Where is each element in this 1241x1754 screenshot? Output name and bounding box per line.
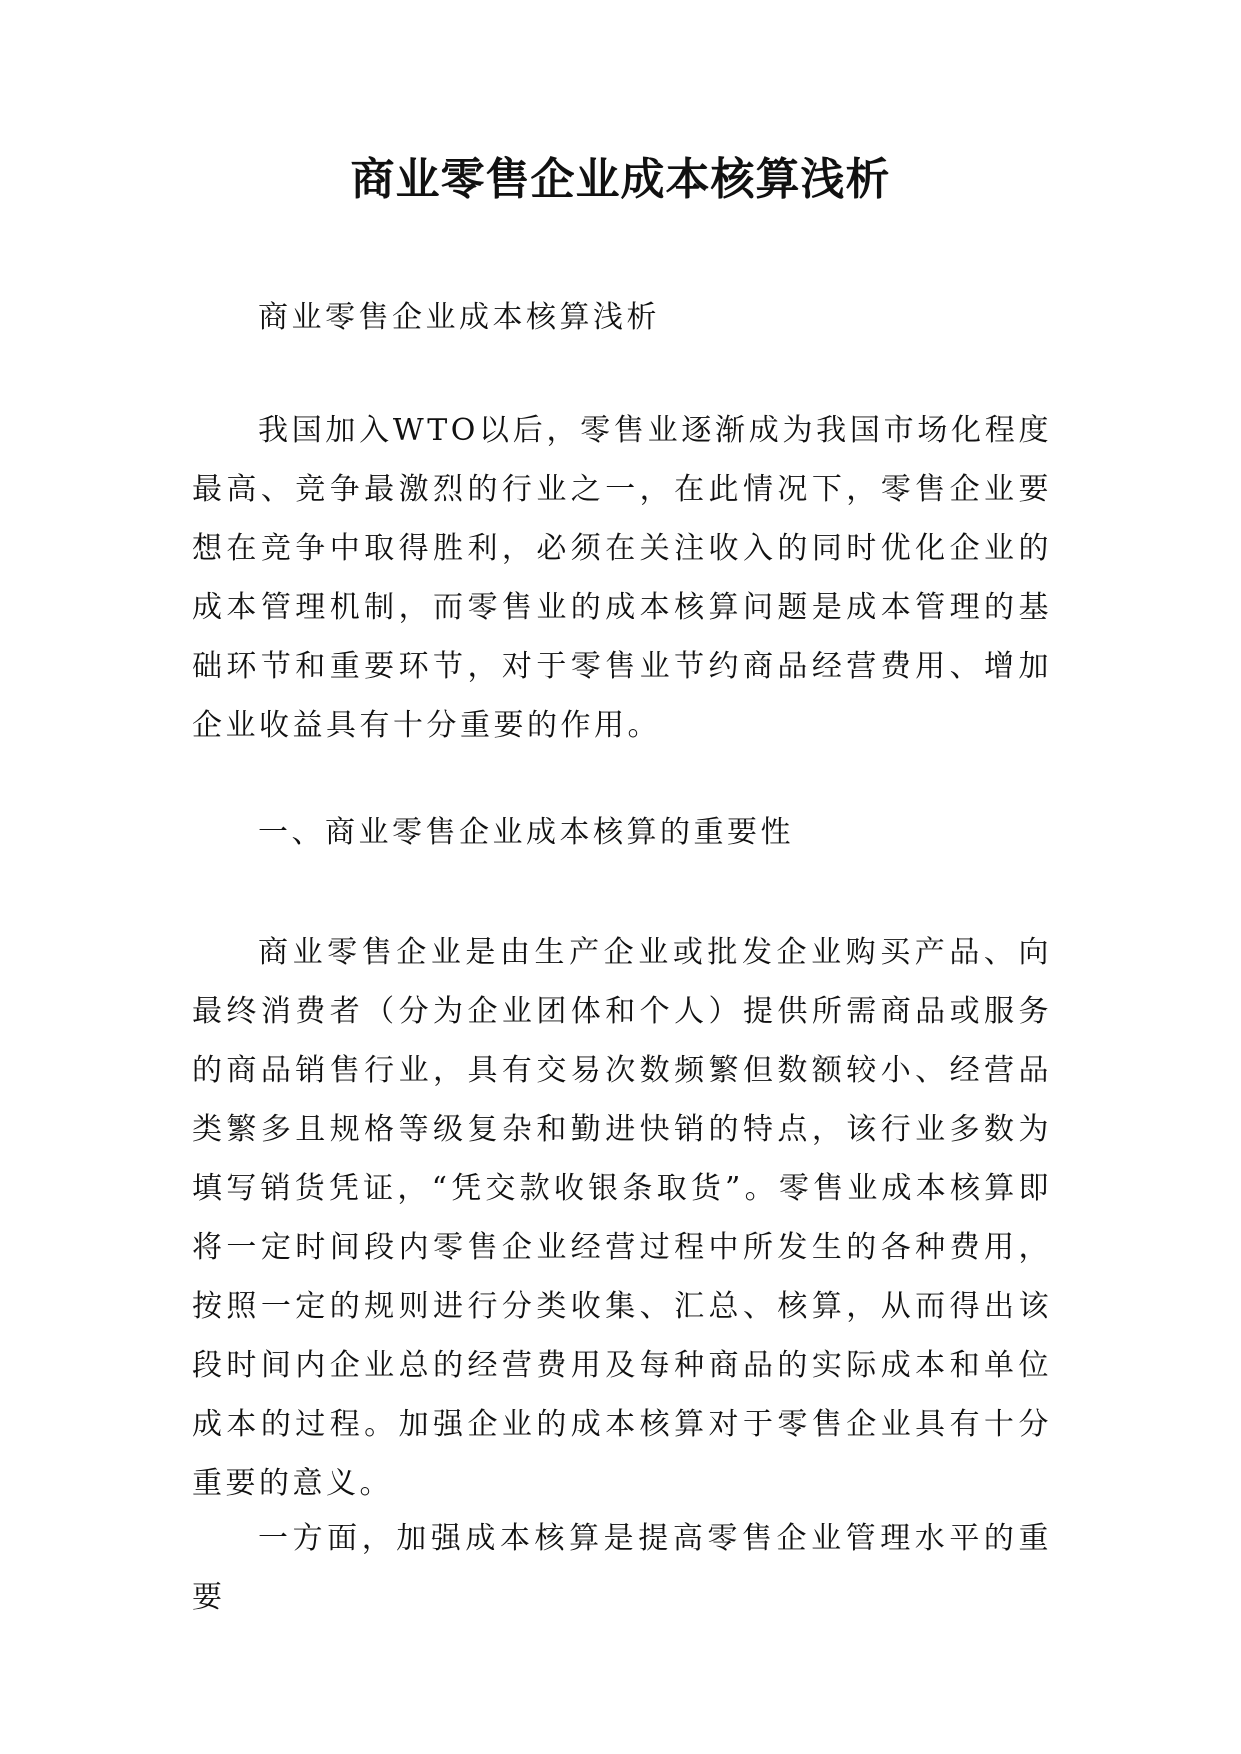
subtitle-paragraph: 商业零售企业成本核算浅析: [258, 300, 660, 335]
continuation-paragraph: 一方面，加强成本核算是提高零售企业管理水平的重要: [192, 1521, 1052, 1615]
section-paragraph: 商业零售企业是由生产企业或批发企业购买产品、向最终消费者（分为企业团体和个人）提供所需商品或服务的商品销售行业，具有交易次数频繁但数额较小、经营品类繁多且规格等级复杂和勤进快销的特点，该行业多数为填写销货凭证，“凭交款收银条取货”。零售业成本核算即将一定时间段内零售企业经营过程中所发生的各种费用，按照一定的规则进行分类收集、汇总、核算，从而得出该段时间内企业总的经营费用及每种商品的实际成本和单位成本的过程。加强企业的成本核算对于零售企业具有十分重要的意义。: [192, 935, 1052, 1501]
intro-paragraph: 我国加入WTO以后，零售业逐渐成为我国市场化程度最高、竞争最激烈的行业之一，在此情况下，零售企业要想在竞争中取得胜利，必须在关注收入的同时优化企业的成本管理机制，而零售业的成本核算问题是成本管理的基础环节和重要环节，对于零售业节约商品经营费用、增加企业收益具有十分重要的作用。: [192, 413, 1052, 743]
document-title: 商业零售企业成本核算浅析: [350, 154, 891, 205]
section-heading: 一、商业零售企业成本核算的重要性: [258, 815, 794, 850]
